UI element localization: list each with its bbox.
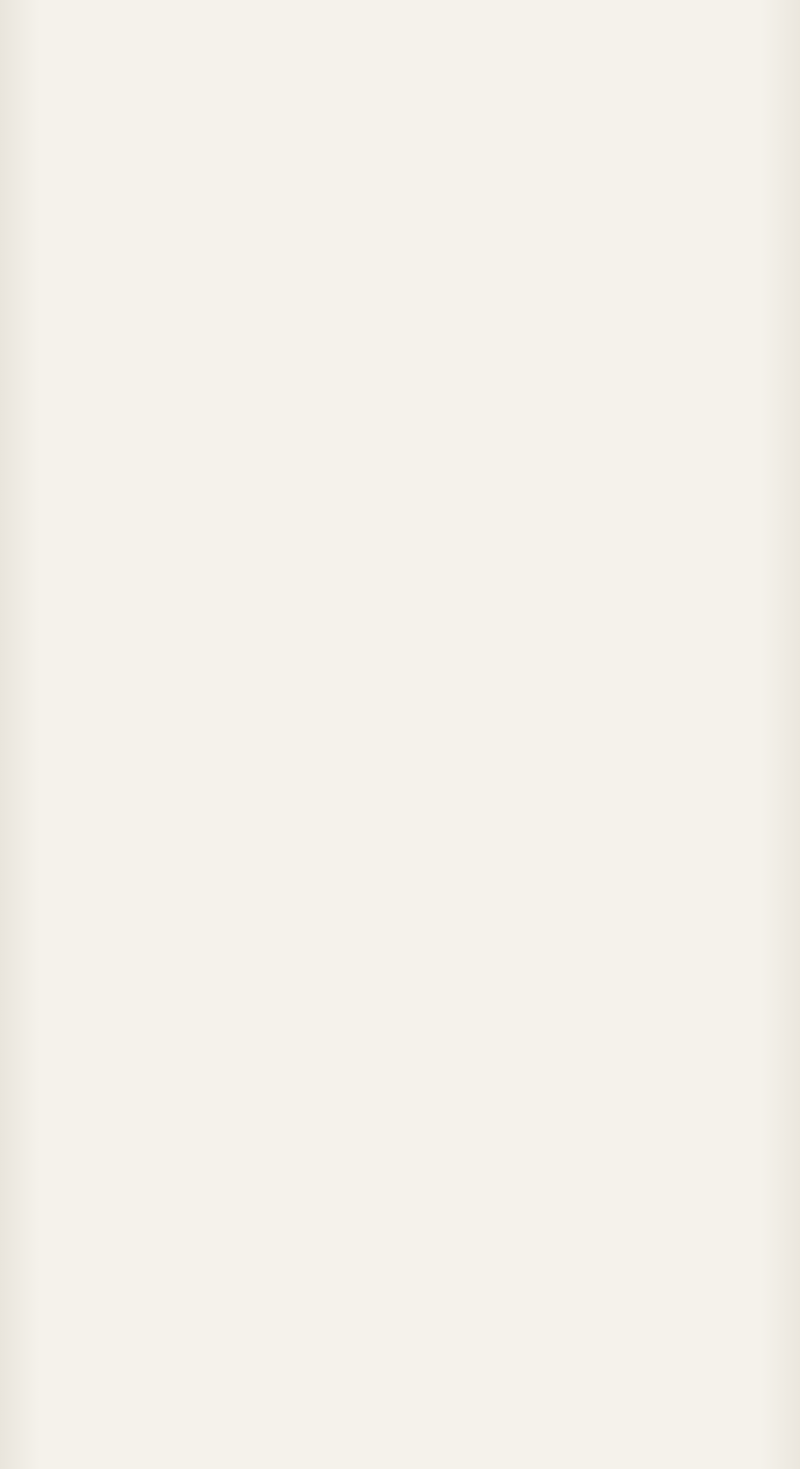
section-heading: [198, 382, 205, 404]
running-header: [112, 60, 772, 90]
